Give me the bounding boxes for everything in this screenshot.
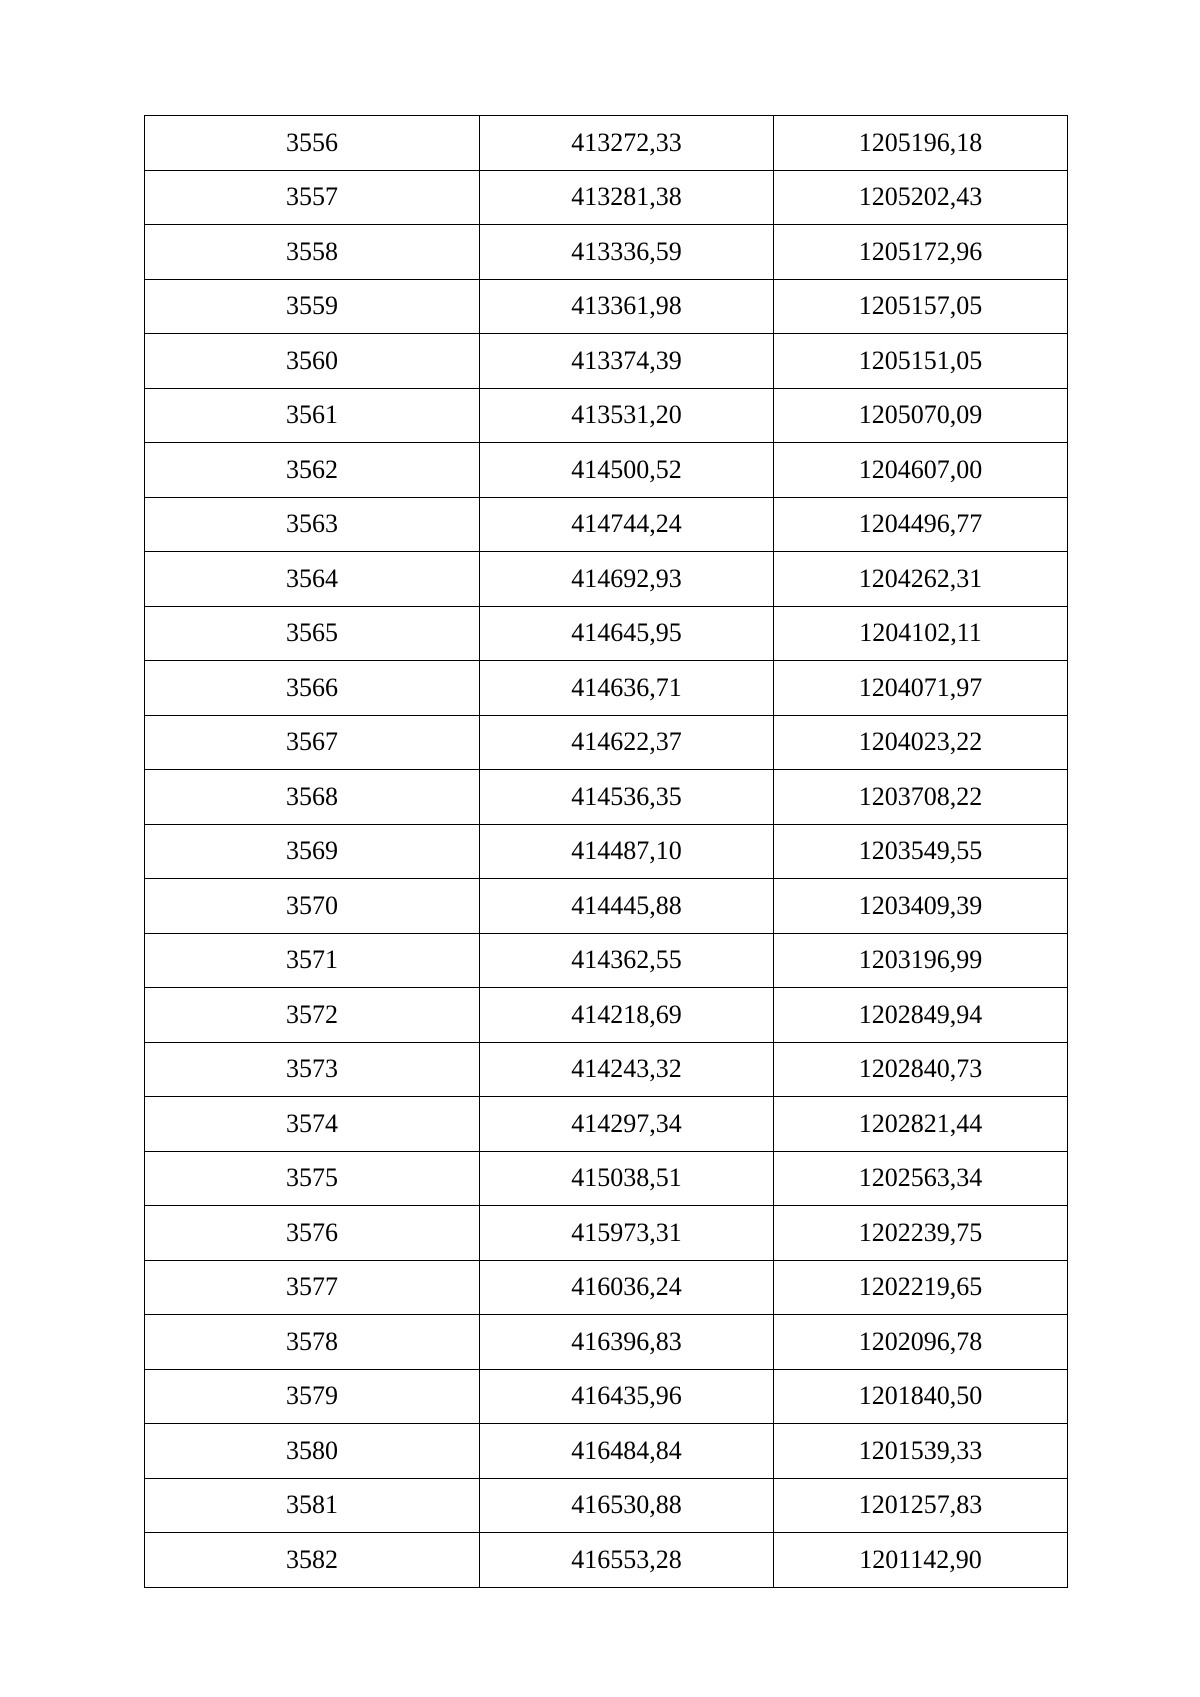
table-row: [145, 824, 1068, 879]
x-coordinate-cell: 414445,88: [480, 879, 774, 934]
table-row: [145, 1151, 1068, 1206]
y-coordinate-cell: 1203409,39: [774, 879, 1068, 934]
point-number-cell: 3574: [145, 1097, 480, 1152]
y-coordinate-cell: 1202821,44: [774, 1097, 1068, 1152]
point-number-cell: 3559: [145, 279, 480, 334]
x-coordinate-cell: 416530,88: [480, 1478, 774, 1533]
table-row: [145, 279, 1068, 334]
y-coordinate-cell: 1205070,09: [774, 388, 1068, 443]
x-coordinate-cell: 414536,35: [480, 770, 774, 825]
coordinates-table-body: [145, 116, 1068, 1588]
y-coordinate-cell: 1202219,65: [774, 1260, 1068, 1315]
point-number-cell: 3579: [145, 1369, 480, 1424]
y-coordinate-cell: 1201840,50: [774, 1369, 1068, 1424]
x-coordinate-cell: 414744,24: [480, 497, 774, 552]
y-coordinate-cell: 1205157,05: [774, 279, 1068, 334]
point-number-cell: 3566: [145, 661, 480, 716]
point-number-cell: 3569: [145, 824, 480, 879]
y-coordinate-cell: 1204023,22: [774, 715, 1068, 770]
y-coordinate-cell: 1202840,73: [774, 1042, 1068, 1097]
y-coordinate-cell: 1205202,43: [774, 170, 1068, 225]
x-coordinate-cell: 414636,71: [480, 661, 774, 716]
point-number-cell: 3560: [145, 334, 480, 389]
point-number-cell: 3563: [145, 497, 480, 552]
table-row: [145, 1042, 1068, 1097]
table-row: [145, 879, 1068, 934]
point-number-cell: 3570: [145, 879, 480, 934]
point-number-cell: 3557: [145, 170, 480, 225]
table-row: [145, 170, 1068, 225]
x-coordinate-cell: 416484,84: [480, 1424, 774, 1479]
table-row: [145, 606, 1068, 661]
x-coordinate-cell: 413361,98: [480, 279, 774, 334]
y-coordinate-cell: 1203549,55: [774, 824, 1068, 879]
y-coordinate-cell: 1201142,90: [774, 1533, 1068, 1588]
table-row: [145, 388, 1068, 443]
x-coordinate-cell: 414692,93: [480, 552, 774, 607]
y-coordinate-cell: 1204071,97: [774, 661, 1068, 716]
point-number-cell: 3568: [145, 770, 480, 825]
x-coordinate-cell: 413281,38: [480, 170, 774, 225]
x-coordinate-cell: 414487,10: [480, 824, 774, 879]
point-number-cell: 3567: [145, 715, 480, 770]
point-number-cell: 3558: [145, 225, 480, 280]
point-number-cell: 3581: [145, 1478, 480, 1533]
point-number-cell: 3580: [145, 1424, 480, 1479]
table-row: [145, 225, 1068, 280]
point-number-cell: 3556: [145, 116, 480, 171]
y-coordinate-cell: 1201257,83: [774, 1478, 1068, 1533]
x-coordinate-cell: 414297,34: [480, 1097, 774, 1152]
x-coordinate-cell: 416396,83: [480, 1315, 774, 1370]
point-number-cell: 3562: [145, 443, 480, 498]
x-coordinate-cell: 413374,39: [480, 334, 774, 389]
table-row: [145, 715, 1068, 770]
table-row: [145, 1369, 1068, 1424]
x-coordinate-cell: 414645,95: [480, 606, 774, 661]
y-coordinate-cell: 1202239,75: [774, 1206, 1068, 1261]
y-coordinate-cell: 1205151,05: [774, 334, 1068, 389]
table-row: [145, 443, 1068, 498]
table-row: [145, 1424, 1068, 1479]
y-coordinate-cell: 1202563,34: [774, 1151, 1068, 1206]
coordinates-table: [144, 115, 1068, 1588]
x-coordinate-cell: 414362,55: [480, 933, 774, 988]
x-coordinate-cell: 414622,37: [480, 715, 774, 770]
x-coordinate-cell: 413272,33: [480, 116, 774, 171]
point-number-cell: 3571: [145, 933, 480, 988]
point-number-cell: 3582: [145, 1533, 480, 1588]
y-coordinate-cell: 1204262,31: [774, 552, 1068, 607]
y-coordinate-cell: 1204102,11: [774, 606, 1068, 661]
x-coordinate-cell: 414500,52: [480, 443, 774, 498]
table-row: [145, 770, 1068, 825]
x-coordinate-cell: 415973,31: [480, 1206, 774, 1261]
table-row: [145, 1097, 1068, 1152]
point-number-cell: 3575: [145, 1151, 480, 1206]
x-coordinate-cell: 416036,24: [480, 1260, 774, 1315]
y-coordinate-cell: 1205172,96: [774, 225, 1068, 280]
x-coordinate-cell: 415038,51: [480, 1151, 774, 1206]
y-coordinate-cell: 1201539,33: [774, 1424, 1068, 1479]
y-coordinate-cell: 1204607,00: [774, 443, 1068, 498]
x-coordinate-cell: 413531,20: [480, 388, 774, 443]
y-coordinate-cell: 1202096,78: [774, 1315, 1068, 1370]
table-row: [145, 1315, 1068, 1370]
point-number-cell: 3572: [145, 988, 480, 1043]
table-row: [145, 1206, 1068, 1261]
table-row: [145, 552, 1068, 607]
table-row: [145, 1478, 1068, 1533]
table-row: [145, 497, 1068, 552]
point-number-cell: 3578: [145, 1315, 480, 1370]
x-coordinate-cell: 414218,69: [480, 988, 774, 1043]
x-coordinate-cell: 416435,96: [480, 1369, 774, 1424]
x-coordinate-cell: 413336,59: [480, 225, 774, 280]
table-row: [145, 933, 1068, 988]
table-row: [145, 334, 1068, 389]
table-row: [145, 116, 1068, 171]
y-coordinate-cell: 1202849,94: [774, 988, 1068, 1043]
table-row: [145, 988, 1068, 1043]
x-coordinate-cell: 416553,28: [480, 1533, 774, 1588]
y-coordinate-cell: 1205196,18: [774, 116, 1068, 171]
y-coordinate-cell: 1203708,22: [774, 770, 1068, 825]
table-row: [145, 661, 1068, 716]
point-number-cell: 3576: [145, 1206, 480, 1261]
point-number-cell: 3577: [145, 1260, 480, 1315]
table-row: [145, 1260, 1068, 1315]
y-coordinate-cell: 1203196,99: [774, 933, 1068, 988]
point-number-cell: 3561: [145, 388, 480, 443]
point-number-cell: 3573: [145, 1042, 480, 1097]
point-number-cell: 3564: [145, 552, 480, 607]
x-coordinate-cell: 414243,32: [480, 1042, 774, 1097]
point-number-cell: 3565: [145, 606, 480, 661]
table-row: [145, 1533, 1068, 1588]
y-coordinate-cell: 1204496,77: [774, 497, 1068, 552]
